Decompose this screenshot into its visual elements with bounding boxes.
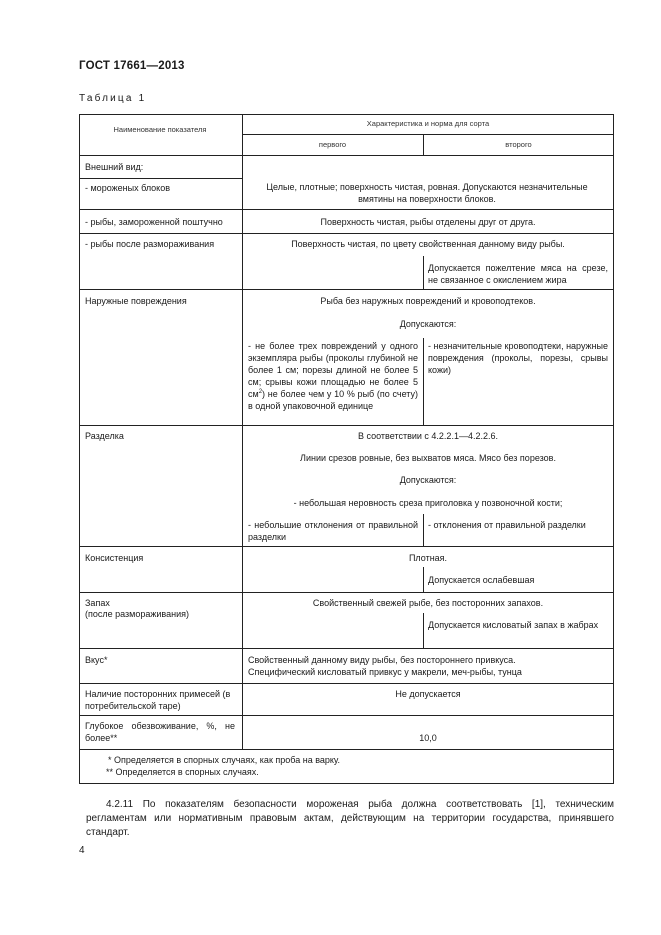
row-impurities-text: Не допускается — [395, 689, 461, 699]
footnote-2: ** Определяется в спорных случаях. — [106, 767, 259, 777]
row-smell-label: Запах — [85, 598, 110, 608]
row-blocks-text: Целые, плотные; поверхность чистая, ровная. Допускаются незначительные вмятины на поверхности блоков. — [266, 182, 588, 204]
row-cutting-allowed: Допускаются: — [399, 475, 457, 485]
row-taste-label: Вкус* — [85, 655, 108, 665]
row-cutting-second: - отклонения от правильной разделки — [428, 520, 586, 530]
row-consistency-label: Консистенция — [85, 553, 144, 563]
row-damage-text: Рыба без наружных повреждений и кровоподтеков. — [320, 296, 536, 306]
footnote-1: * Определяется в спорных случаях, как проба на варку. — [108, 755, 341, 765]
row-appearance-label: Внешний вид: — [85, 162, 144, 172]
row-damage-second: - незначительные кровоподтеки, наружные повреждения (проколы, порезы, срывы кожи) — [428, 341, 609, 375]
row-damage-label: Наружные повреждения — [85, 296, 187, 306]
col-header-second: второго — [505, 140, 532, 149]
row-dehydration-value: 10,0 — [419, 733, 437, 743]
table-caption: Таблица 1 — [79, 93, 147, 104]
row-piece-text: Поверхность чистая, рыбы отделены друг от друга. — [320, 217, 536, 227]
row-blocks-label: - мороженых блоков — [85, 183, 170, 193]
row-smell-second: Допускается кисловатый запах в жабрах — [428, 620, 599, 630]
row-taste-text2: Специфический кисловатый привкус у макрели, меч-рыбы, тунца — [248, 667, 522, 677]
row-cutting-unevenness: - небольшая неровность среза приголовка у позвоночной кости; — [293, 498, 563, 508]
row-thawed-label: - рыбы после размораживания — [85, 239, 215, 249]
row-thawed-second: Допускается пожелтение мяса на срезе, не связанное с окислением жира — [428, 263, 608, 285]
col-header-first: первого — [318, 140, 347, 149]
row-cutting-first: - небольшие отклонения от правильной разделки — [248, 520, 418, 542]
row-impurities-label: Наличие посторонних примесей (в потребительской таре) — [85, 689, 231, 711]
page-number: 4 — [79, 845, 85, 856]
row-cutting-ref: В соответствии с 4.2.2.1—4.2.2.6. — [358, 431, 498, 441]
row-piece-label: - рыбы, замороженной поштучно — [85, 217, 223, 227]
row-taste-text1: Свойственный данному виду рыбы, без постороннего привкуса. — [248, 655, 516, 665]
row-thawed-text: Поверхность чистая, по цвету свойственная данному виду рыбы. — [291, 239, 565, 249]
row-dehydration-label: Глубокое обезвоживание, %, не более** — [85, 721, 235, 743]
row-consistency-text: Плотная. — [408, 553, 448, 563]
col-header-indicator: Наименование показателя — [113, 125, 207, 134]
row-smell-text: Свойственный свежей рыбе, без посторонних запахов. — [312, 598, 544, 608]
row-cutting-label: Разделка — [85, 431, 124, 441]
standard-title: ГОСТ 17661—2013 — [79, 60, 185, 72]
row-damage-first: - не более трех повреждений у одного экземпляра рыбы (проколы глубиной не более 1 см; порезы длиной не более 5 см; срывы кожи площадью не более 5 $см^2$) не более чем у 10 % рыб (по счету) в одной упаковочной единице — [248, 341, 418, 411]
col-header-characteristic: Характеристика и норма для сорта — [366, 119, 490, 128]
row-cutting-lines: Линии срезов ровные, без выхватов мяса. Мясо без порезов. — [300, 453, 556, 463]
paragraph-4-2-11: 4.2.11 По показателям безопасности мороженая рыба должна соответствовать [1], техническим регламентам или нормативным правовым актам, действующим на территории государства, принявшего стандарт. — [86, 799, 614, 838]
row-smell-label2: (после размораживания) — [85, 609, 189, 619]
row-consistency-second: Допускается ослабевшая — [428, 575, 535, 585]
row-damage-allowed: Допускаются: — [399, 319, 457, 329]
